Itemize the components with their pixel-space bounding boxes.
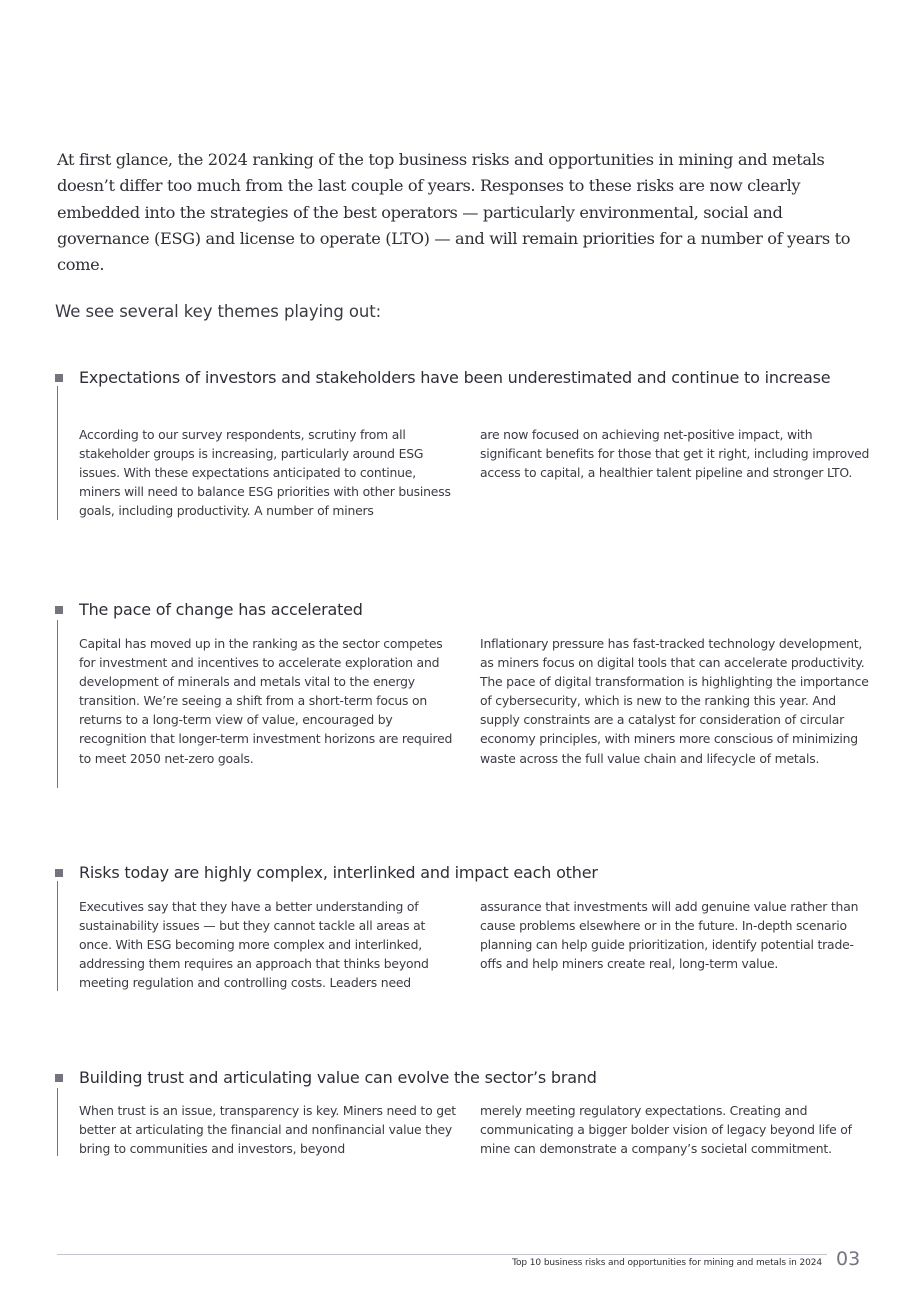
theme-heading: Building trust and articulating value can evolve the sector’s brand xyxy=(79,1068,597,1087)
themes-intro: We see several key themes playing out: xyxy=(55,302,382,321)
theme-body-left: Capital has moved up in the ranking as the sector competes for investment and incentives to accelerate exploration and development of minerals and metals vital to the energy transition. We’re seeing a shift from a short-term focus on returns to a long-term view of value, encouraged by recognition that longer-term investment horizons are required to meet 2050 net-zero goals. xyxy=(79,636,453,766)
intro-paragraph: At first glance, the 2024 ranking of the top business risks and opportunities in mining and metals doesn’t differ too much from the last couple of years. Responses to these risks are now clearly embedded into the strategies of the best operators — particularly environmental, social and governance (ESG) and license to operate (LTO) — and will remain priorities for a number of years to come. xyxy=(57,150,851,275)
section-divider-line xyxy=(57,1088,58,1156)
theme-body-right: assurance that investments will add genuine value rather than cause problems elsewhere or in the future. In-depth scenario planning can help guide prioritization, identify potential trade-offs and help miners create real, long-term value. xyxy=(480,899,859,972)
bullet-square-icon xyxy=(55,1074,63,1082)
theme-body-right: are now focused on achieving net-positive impact, with significant benefits for those that get it right, including improved access to capital, a healthier talent pipeline and stronger LTO. xyxy=(480,427,870,481)
theme-section-investor-expectations xyxy=(55,366,870,526)
theme-section-complex-risks xyxy=(55,861,867,1001)
theme-section-pace-of-change xyxy=(55,598,867,798)
bullet-square-icon xyxy=(55,374,63,382)
bullet-square-icon xyxy=(55,606,63,614)
section-divider-line xyxy=(57,386,58,520)
theme-body-left: When trust is an issue, transparency is key. Miners need to get better at articulating the financial and nonfinancial value they bring to communities and investors, beyond xyxy=(79,1103,456,1157)
footer-divider xyxy=(57,1254,827,1255)
theme-heading: The pace of change has accelerated xyxy=(79,600,363,619)
bullet-square-icon xyxy=(55,869,63,877)
theme-heading: Expectations of investors and stakeholders have been underestimated and continue to increase xyxy=(79,368,831,387)
section-divider-line xyxy=(57,620,58,788)
theme-section-building-trust xyxy=(55,1066,867,1166)
theme-body-right: merely meeting regulatory expectations. Creating and communicating a bigger bolder vision of legacy beyond life of mine can demonstrate a company’s societal commitment. xyxy=(480,1103,852,1157)
footer-report-title: Top 10 business risks and opportunities for mining and metals in 2024 xyxy=(512,1258,822,1268)
section-divider-line xyxy=(57,881,58,991)
theme-body-left: Executives say that they have a better understanding of sustainability issues — but they cannot tackle all areas at once. With ESG becoming more complex and interlinked, addressing them requires an approach that thinks beyond meeting regulation and controlling costs. Leaders need xyxy=(79,899,429,991)
theme-body-right: Inflationary pressure has fast-tracked technology development, as miners focus on digital tools that can accelerate productivity. The pace of digital transformation is highlighting the importance of cybersecurity, which is new to the ranking this year. And supply constraints are a catalyst for consideration of circular economy principles, with miners more conscious of minimizing waste across the full value chain and lifecycle of metals. xyxy=(480,636,869,766)
page-number: 03 xyxy=(836,1248,861,1270)
theme-body-left: According to our survey respondents, scrutiny from all stakeholder groups is increasing, particularly around ESG issues. With these expectations anticipated to continue, miners will need to balance ESG priorities with other business goals, including productivity. A number of miners xyxy=(79,427,451,519)
theme-heading: Risks today are highly complex, interlinked and impact each other xyxy=(79,863,598,882)
